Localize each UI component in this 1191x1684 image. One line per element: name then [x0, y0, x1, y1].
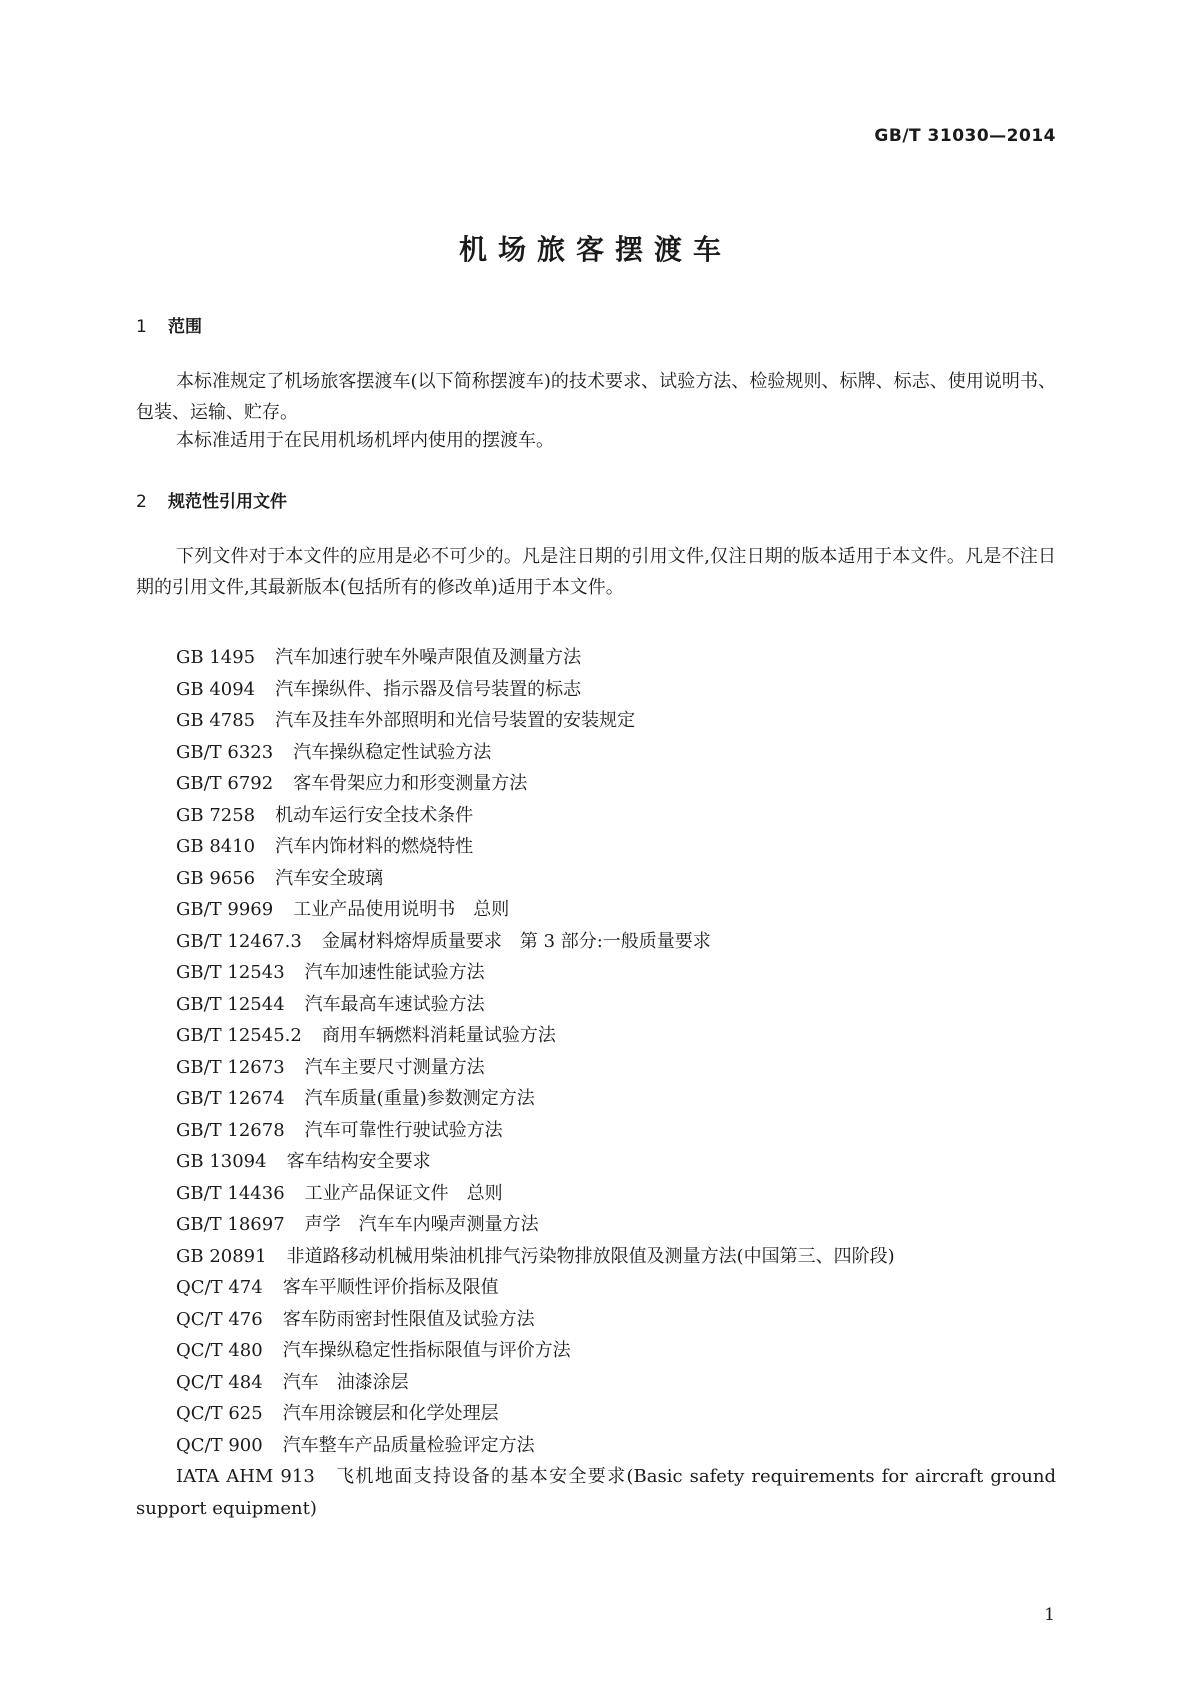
reference-title: 客车结构安全要求	[286, 1151, 431, 1172]
reference-title: 客车平顺性评价指标及限值	[282, 1277, 499, 1298]
reference-item	[136, 1304, 1056, 1336]
reference-code: GB/T 12543	[176, 962, 285, 983]
reference-title: 客车防雨密封性限值及试验方法	[282, 1308, 535, 1330]
reference-code: GB/T 14436	[176, 1182, 285, 1204]
reference-code: QC/T 480	[176, 1340, 263, 1361]
reference-item	[136, 768, 1056, 800]
reference-code: GB/T 12467.3	[176, 930, 302, 952]
reference-title: 汽车主要尺寸测量方法	[304, 1056, 485, 1078]
section-heading-references	[136, 487, 287, 512]
reference-code: GB 20891	[176, 1245, 267, 1267]
reference-item	[136, 1052, 1056, 1084]
reference-item	[136, 1146, 1056, 1178]
reference-code: GB 7258	[176, 804, 256, 826]
reference-code: GB 4094	[176, 678, 256, 700]
reference-title: 汽车整车产品质量检验评定方法	[282, 1434, 535, 1456]
reference-title: 商用车辆燃料消耗量试验方法	[321, 1025, 556, 1046]
reference-title: 工业产品保证文件 总则	[304, 1182, 503, 1204]
reference-title: 客车骨架应力和形变测量方法	[293, 773, 528, 794]
reference-item	[136, 1020, 1056, 1052]
reference-list	[136, 642, 1056, 1524]
reference-title: 汽车质量(重量)参数测定方法	[304, 1088, 535, 1109]
reference-item	[136, 1367, 1056, 1399]
reference-title: 汽车及挂车外部照明和光信号装置的安装规定	[275, 710, 636, 731]
reference-title: 飞机地面支持设备的基本安全要求(Basic safety requirements for aircraft ground support equipment)	[136, 1466, 1057, 1519]
reference-title: 汽车最高车速试验方法	[304, 993, 485, 1015]
reference-title: 机动车运行安全技术条件	[275, 804, 474, 826]
reference-code: GB/T 6792	[176, 773, 274, 794]
reference-title: 声学 汽车车内噪声测量方法	[304, 1214, 539, 1235]
reference-item	[136, 1115, 1056, 1147]
reference-item	[136, 831, 1056, 863]
reference-code: GB/T 12678	[176, 1119, 285, 1141]
reference-code: QC/T 476	[176, 1308, 263, 1330]
reference-code: QC/T 625	[176, 1403, 263, 1424]
section-title: 范围	[168, 317, 202, 337]
reference-item	[136, 705, 1056, 737]
document-title: 机场旅客摆渡车	[458, 233, 732, 266]
reference-title: 汽车 油漆涂层	[282, 1371, 409, 1393]
reference-item	[136, 1398, 1056, 1430]
page-number: 1	[1044, 1605, 1055, 1625]
reference-title: 汽车安全玻璃	[275, 867, 384, 889]
reference-title: 汽车操纵件、指示器及信号装置的标志	[275, 678, 582, 700]
reference-item	[136, 642, 1056, 674]
reference-item	[136, 1272, 1056, 1304]
scope-paragraph-1: 本标准规定了机场旅客摆渡车(以下简称摆渡车)的技术要求、试验方法、检验规则、标牌、标志、使用说明书、包装、运输、贮存。	[136, 371, 1056, 423]
reference-item	[136, 1430, 1056, 1462]
reference-code: GB 8410	[176, 836, 256, 857]
reference-title: 汽车操纵稳定性指标限值与评价方法	[282, 1340, 571, 1361]
reference-code: GB 1495	[176, 647, 256, 668]
reference-code: GB/T 12544	[176, 993, 285, 1015]
reference-code: GB/T 18697	[176, 1214, 285, 1235]
reference-item	[136, 989, 1056, 1021]
reference-item	[136, 1209, 1056, 1241]
reference-item	[136, 674, 1056, 706]
reference-title: 汽车加速行驶车外噪声限值及测量方法	[275, 647, 582, 668]
references-intro-paragraph: 下列文件对于本文件的应用是必不可少的。凡是注日期的引用文件,仅注日期的版本适用于本文件。凡是不注日期的引用文件,其最新版本(包括所有的修改单)适用于本文件。	[136, 546, 1056, 598]
reference-title: 金属材料熔焊质量要求 第 3 部分:一般质量要求	[321, 930, 711, 952]
reference-code: GB/T 9969	[176, 899, 274, 920]
reference-code: GB/T 12545.2	[176, 1025, 302, 1046]
reference-code: QC/T 474	[176, 1277, 263, 1298]
reference-code: GB/T 12673	[176, 1056, 285, 1078]
reference-item	[136, 1335, 1056, 1367]
reference-item	[136, 894, 1056, 926]
reference-title: 汽车加速性能试验方法	[304, 962, 485, 983]
section-number: 2	[136, 492, 147, 512]
reference-item	[136, 926, 1056, 958]
reference-item	[136, 957, 1056, 989]
reference-title: 工业产品使用说明书 总则	[293, 899, 510, 920]
document-code: GB/T 31030—2014	[874, 126, 1056, 146]
reference-item	[136, 863, 1056, 895]
reference-code: QC/T 900	[176, 1434, 263, 1456]
reference-code: GB/T 6323	[176, 741, 274, 763]
reference-item	[136, 1241, 1056, 1273]
reference-code: IATA AHM 913	[176, 1466, 315, 1487]
scope-paragraph-2: 本标准适用于在民用机场机坪内使用的摆渡车。	[176, 430, 554, 451]
reference-code: GB 9656	[176, 867, 256, 889]
section-number: 1	[136, 317, 147, 337]
reference-code: GB 4785	[176, 710, 256, 731]
reference-item	[136, 1083, 1056, 1115]
reference-item	[136, 737, 1056, 769]
reference-item	[136, 1178, 1056, 1210]
reference-item	[136, 800, 1056, 832]
reference-title: 汽车可靠性行驶试验方法	[304, 1119, 503, 1141]
reference-code: GB/T 12674	[176, 1088, 285, 1109]
reference-title: 汽车用涂镀层和化学处理层	[282, 1403, 499, 1424]
section-heading-scope	[136, 312, 202, 337]
reference-title: 汽车内饰材料的燃烧特性	[275, 836, 474, 857]
reference-item	[136, 1461, 1056, 1524]
section-title: 规范性引用文件	[168, 492, 287, 512]
reference-code: QC/T 484	[176, 1371, 263, 1393]
reference-title: 非道路移动机械用柴油机排气污染物排放限值及测量方法(中国第三、四阶段)	[286, 1245, 895, 1267]
reference-code: GB 13094	[176, 1151, 267, 1172]
reference-title: 汽车操纵稳定性试验方法	[293, 741, 492, 763]
